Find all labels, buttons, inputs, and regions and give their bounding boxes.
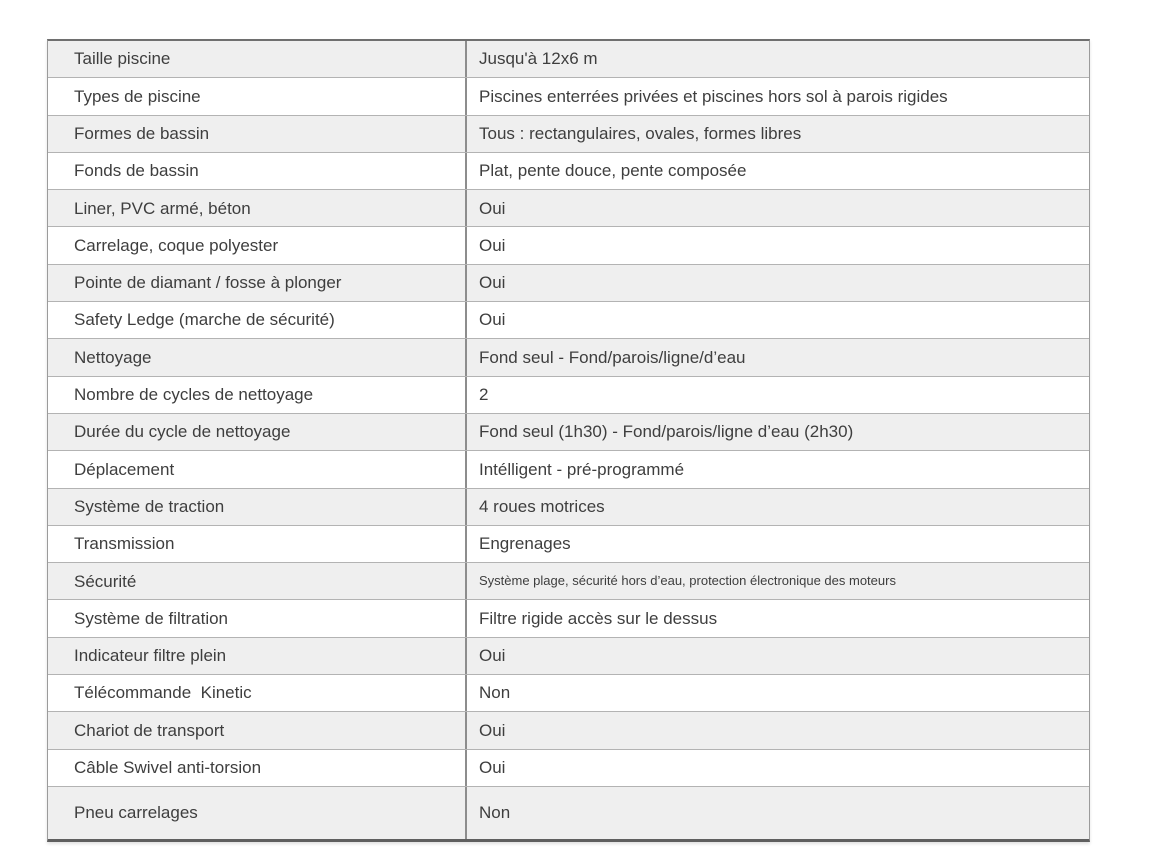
spec-label: Taille piscine [48,41,467,77]
table-row [48,302,1089,339]
table-row [48,787,1089,839]
spec-label: Câble Swivel anti-torsion [48,750,467,786]
spec-label: Pneu carrelages [48,787,467,839]
table-row [48,563,1089,600]
spec-value: Non [479,803,511,823]
table-row [48,116,1089,153]
specifications-table [47,39,1090,842]
table-row [48,339,1089,376]
table-row [48,190,1089,227]
spec-label: Liner, PVC armé, béton [48,190,467,226]
spec-label: Carrelage, coque polyester [48,227,467,263]
spec-value: Fond seul (1h30) - Fond/parois/ligne d’eau (2h30) [479,422,854,442]
spec-label: Pointe de diamant / fosse à plonger [48,265,467,301]
spec-value: Fond seul - Fond/parois/ligne/d’eau [479,347,746,367]
spec-value: Oui [479,720,506,740]
spec-value: 4 roues motrices [479,496,605,516]
spec-value: Oui [479,646,506,666]
spec-label: Télécommande Kinetic [48,675,467,711]
spec-label: Déplacement [48,451,467,487]
table-row [48,712,1089,749]
spec-label: Formes de bassin [48,116,467,152]
spec-value: Intélligent - pré-programmé [479,459,685,479]
spec-label: Indicateur filtre plein [48,638,467,674]
spec-label: Chariot de transport [48,712,467,748]
spec-label: Durée du cycle de nettoyage [48,414,467,450]
table-row [48,489,1089,526]
table-row [48,377,1089,414]
spec-label: Transmission [48,526,467,562]
table-row [48,451,1089,488]
table-row [48,78,1089,115]
spec-value: Oui [479,273,506,293]
spec-value: Non [479,683,511,703]
spec-value: Système plage, sécurité hors d’eau, protection électronique des moteurs [479,572,896,588]
spec-value: Tous : rectangulaires, ovales, formes libres [479,123,802,143]
spec-value: Oui [479,235,506,255]
spec-label: Sécurité [48,563,467,599]
table-row [48,600,1089,637]
table-row [48,675,1089,712]
spec-value: Oui [479,198,506,218]
spec-label: Nombre de cycles de nettoyage [48,377,467,413]
spec-label: Fonds de bassin [48,153,467,189]
spec-value: Oui [479,758,506,778]
spec-label: Système de traction [48,489,467,525]
table-row [48,153,1089,190]
spec-label: Safety Ledge (marche de sécurité) [48,302,467,338]
table-row [48,41,1089,78]
spec-value: Jusqu'à 12x6 m [479,49,598,69]
table-row [48,227,1089,264]
spec-value: Engrenages [479,534,571,554]
table-row [48,414,1089,451]
table-row [48,265,1089,302]
spec-label: Système de filtration [48,600,467,636]
table-row [48,638,1089,675]
spec-value: Filtre rigide accès sur le dessus [479,608,718,628]
spec-value: Piscines enterrées privées et piscines hors sol à parois rigides [479,86,948,106]
spec-value: 2 [479,385,489,405]
spec-label: Types de piscine [48,78,467,114]
spec-label: Nettoyage [48,339,467,375]
table-row [48,526,1089,563]
spec-value: Plat, pente douce, pente composée [479,161,747,181]
spec-value: Oui [479,310,506,330]
table-row [48,750,1089,787]
